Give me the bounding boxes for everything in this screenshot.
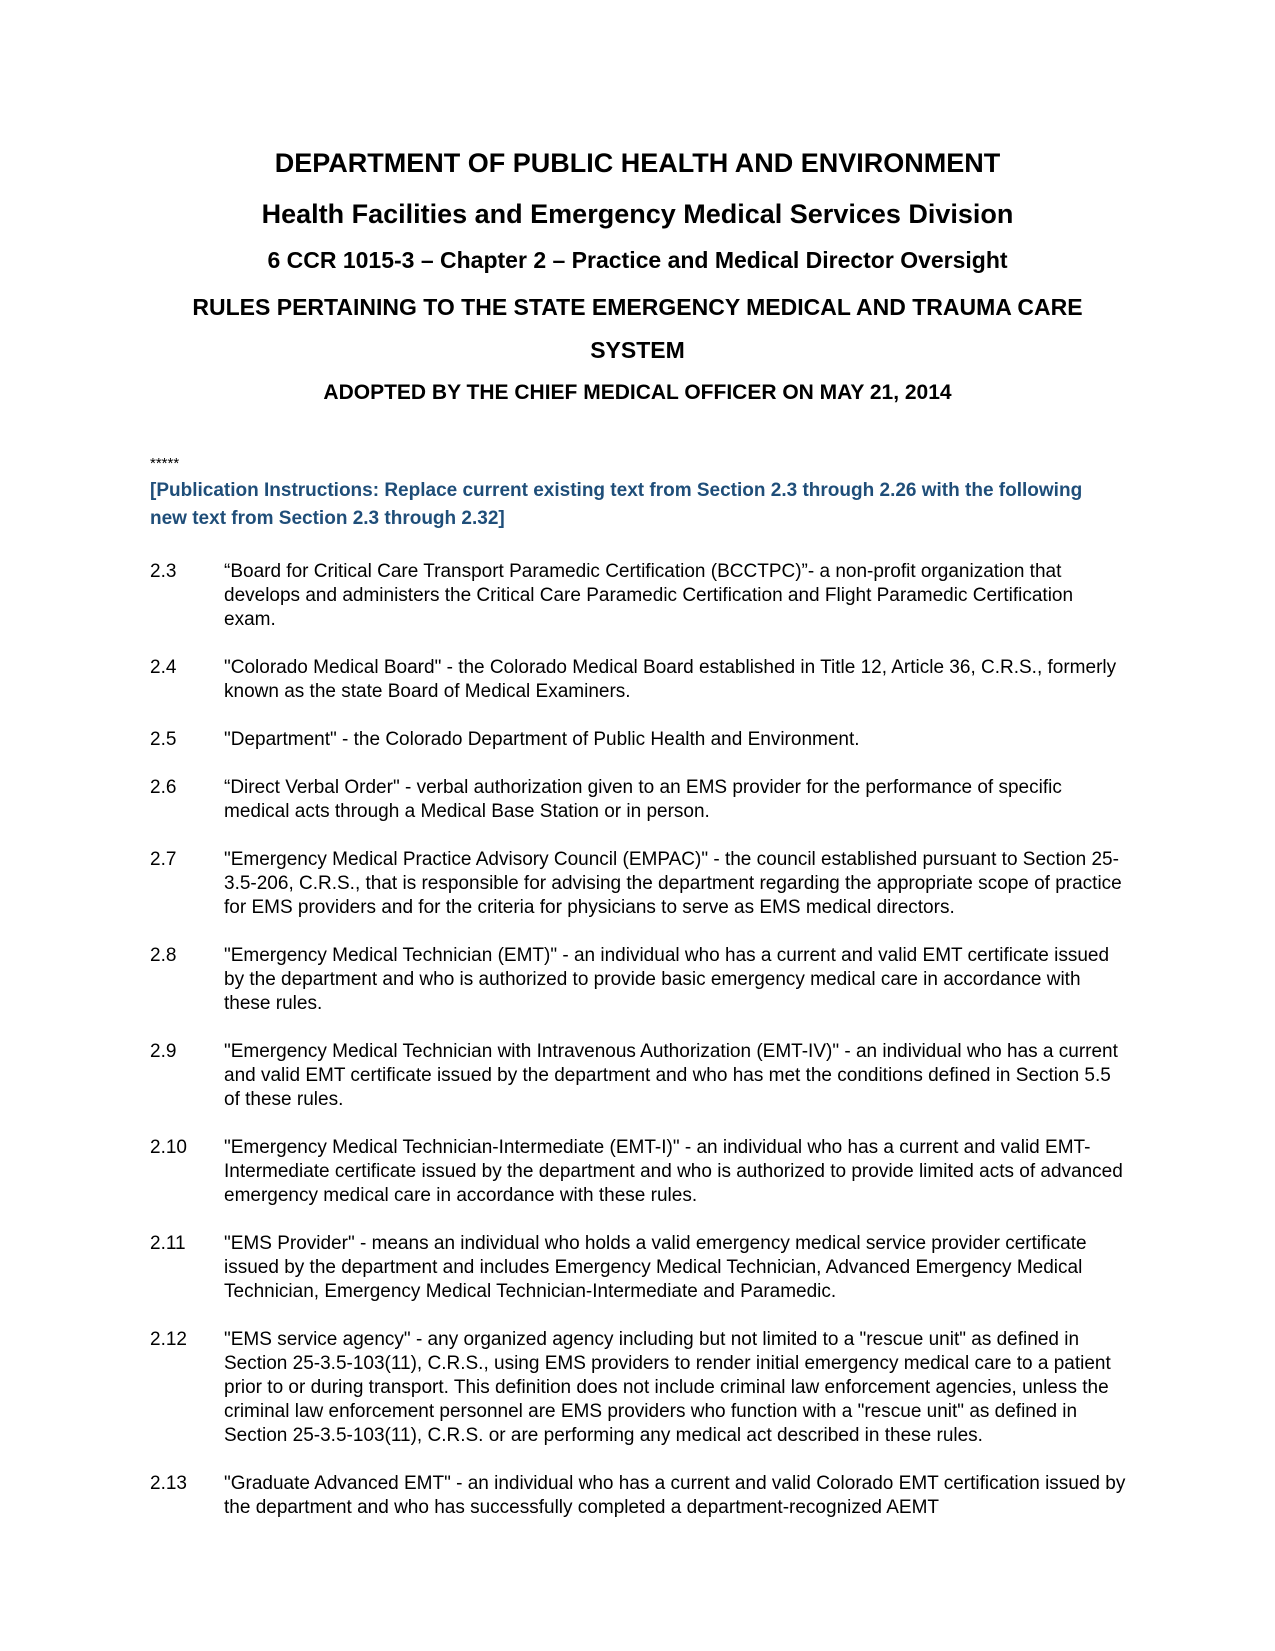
definitions-list (150, 560, 1130, 1544)
section-text: "Emergency Medical Practice Advisory Council (EMPAC)" - the council established pursuant to Section 25-3.5-206, C.R.S., that is responsible for advising the department regarding the appropriate scope of practice for EMS providers and for the criteria for physicians to serve as EMS medical directors. (224, 849, 1122, 918)
section-text: "Emergency Medical Technician (EMT)" - an individual who has a current and valid EMT certificate issued by the department and who is authorized to provide basic emergency medical care in accordance with these rules. (224, 945, 1110, 1014)
section-2-10 (150, 1136, 1130, 1208)
section-number: 2.8 (150, 945, 177, 966)
section-text: “Direct Verbal Order" - verbal authorization given to an EMS provider for the performance of specific medical acts through a Medical Base Station or in person. (224, 777, 1062, 822)
section-2-13 (150, 1472, 1130, 1520)
section-number: 2.9 (150, 1041, 177, 1062)
section-2-7 (150, 848, 1130, 920)
department-title: DEPARTMENT OF PUBLIC HEALTH AND ENVIRONMENT (274, 148, 1001, 178)
section-text: “Board for Critical Care Transport Paramedic Certification (BCCTPC)”- a non-profit organization that develops and administers the Critical Care Paramedic Certification and Flight Paramedic Certification exam. (224, 561, 1074, 630)
section-number: 2.5 (150, 729, 177, 750)
section-number: 2.6 (150, 777, 177, 798)
section-text: "Emergency Medical Technician-Intermediate (EMT-I)" - an individual who has a current and valid EMT-Intermediate certificate issued by the department and who is authorized to provide limited acts of advanced emergency medical care in accordance with these rules. (224, 1137, 1123, 1206)
section-text: "Graduate Advanced EMT" - an individual who has a current and valid Colorado EMT certification issued by the department and who has successfully completed a department-recognized AEMT (224, 1473, 1126, 1518)
publication-instructions: [Publication Instructions: Replace current existing text from Section 2.3 through 2.26 with the following new text from Section 2.3 through 2.32] (150, 480, 1083, 529)
section-number: 2.13 (150, 1473, 187, 1494)
rules-title-line-1: RULES PERTAINING TO THE STATE EMERGENCY MEDICAL AND TRAUMA CARE (192, 294, 1083, 320)
section-number: 2.11 (150, 1233, 186, 1254)
section-number: 2.12 (150, 1329, 187, 1350)
section-text: "Emergency Medical Technician with Intravenous Authorization (EMT-IV)" - an individual who has a current and valid EMT certificate issued by the department and who has met the conditions defined in Section 5.5 of these rules. (224, 1041, 1118, 1110)
section-2-9 (150, 1040, 1130, 1112)
section-text: "EMS service agency" - any organized agency including but not limited to a "rescue unit" as defined in Section 25-3.5-103(11), C.R.S., using EMS providers to render initial emergency medical care to a patient prior to or during transport. This definition does not include criminal law enforcement agencies, unless the criminal law enforcement personnel are EMS providers who function with a "rescue unit" as defined in Section 25-3.5-103(11), C.R.S. or are performing any medical act described in these rules. (224, 1329, 1111, 1446)
section-number: 2.4 (150, 657, 177, 678)
section-number: 2.3 (150, 561, 177, 582)
section-text: "Department" - the Colorado Department of Public Health and Environment. (224, 729, 860, 750)
section-number: 2.10 (150, 1137, 187, 1158)
section-number: 2.7 (150, 849, 177, 870)
separator: ***** (150, 455, 180, 472)
adoption-statement: ADOPTED BY THE CHIEF MEDICAL OFFICER ON MAY 21, 2014 (323, 381, 952, 404)
rules-title-line-2: SYSTEM (590, 337, 685, 363)
section-2-11 (150, 1232, 1130, 1304)
section-2-6 (150, 776, 1130, 824)
section-2-3 (150, 560, 1130, 632)
section-text: "Colorado Medical Board" - the Colorado Medical Board established in Title 12, Article 36, C.R.S., formerly known as the state Board of Medical Examiners. (224, 657, 1117, 702)
division-title: Health Facilities and Emergency Medical Services Division (261, 199, 1014, 229)
section-text: "EMS Provider" - means an individual who holds a valid emergency medical service provider certificate issued by the department and includes Emergency Medical Technician, Advanced Emergency Medical Technician, Emergency Medical Technician-Intermediate and Paramedic. (224, 1233, 1087, 1302)
section-2-4 (150, 656, 1130, 704)
section-2-8 (150, 944, 1130, 1016)
rules-title (140, 286, 1135, 372)
section-2-5 (150, 728, 1130, 752)
regulation-title: 6 CCR 1015-3 – Chapter 2 – Practice and Medical Director Oversight (267, 247, 1008, 273)
document-header (140, 146, 1135, 408)
section-2-12 (150, 1328, 1130, 1448)
